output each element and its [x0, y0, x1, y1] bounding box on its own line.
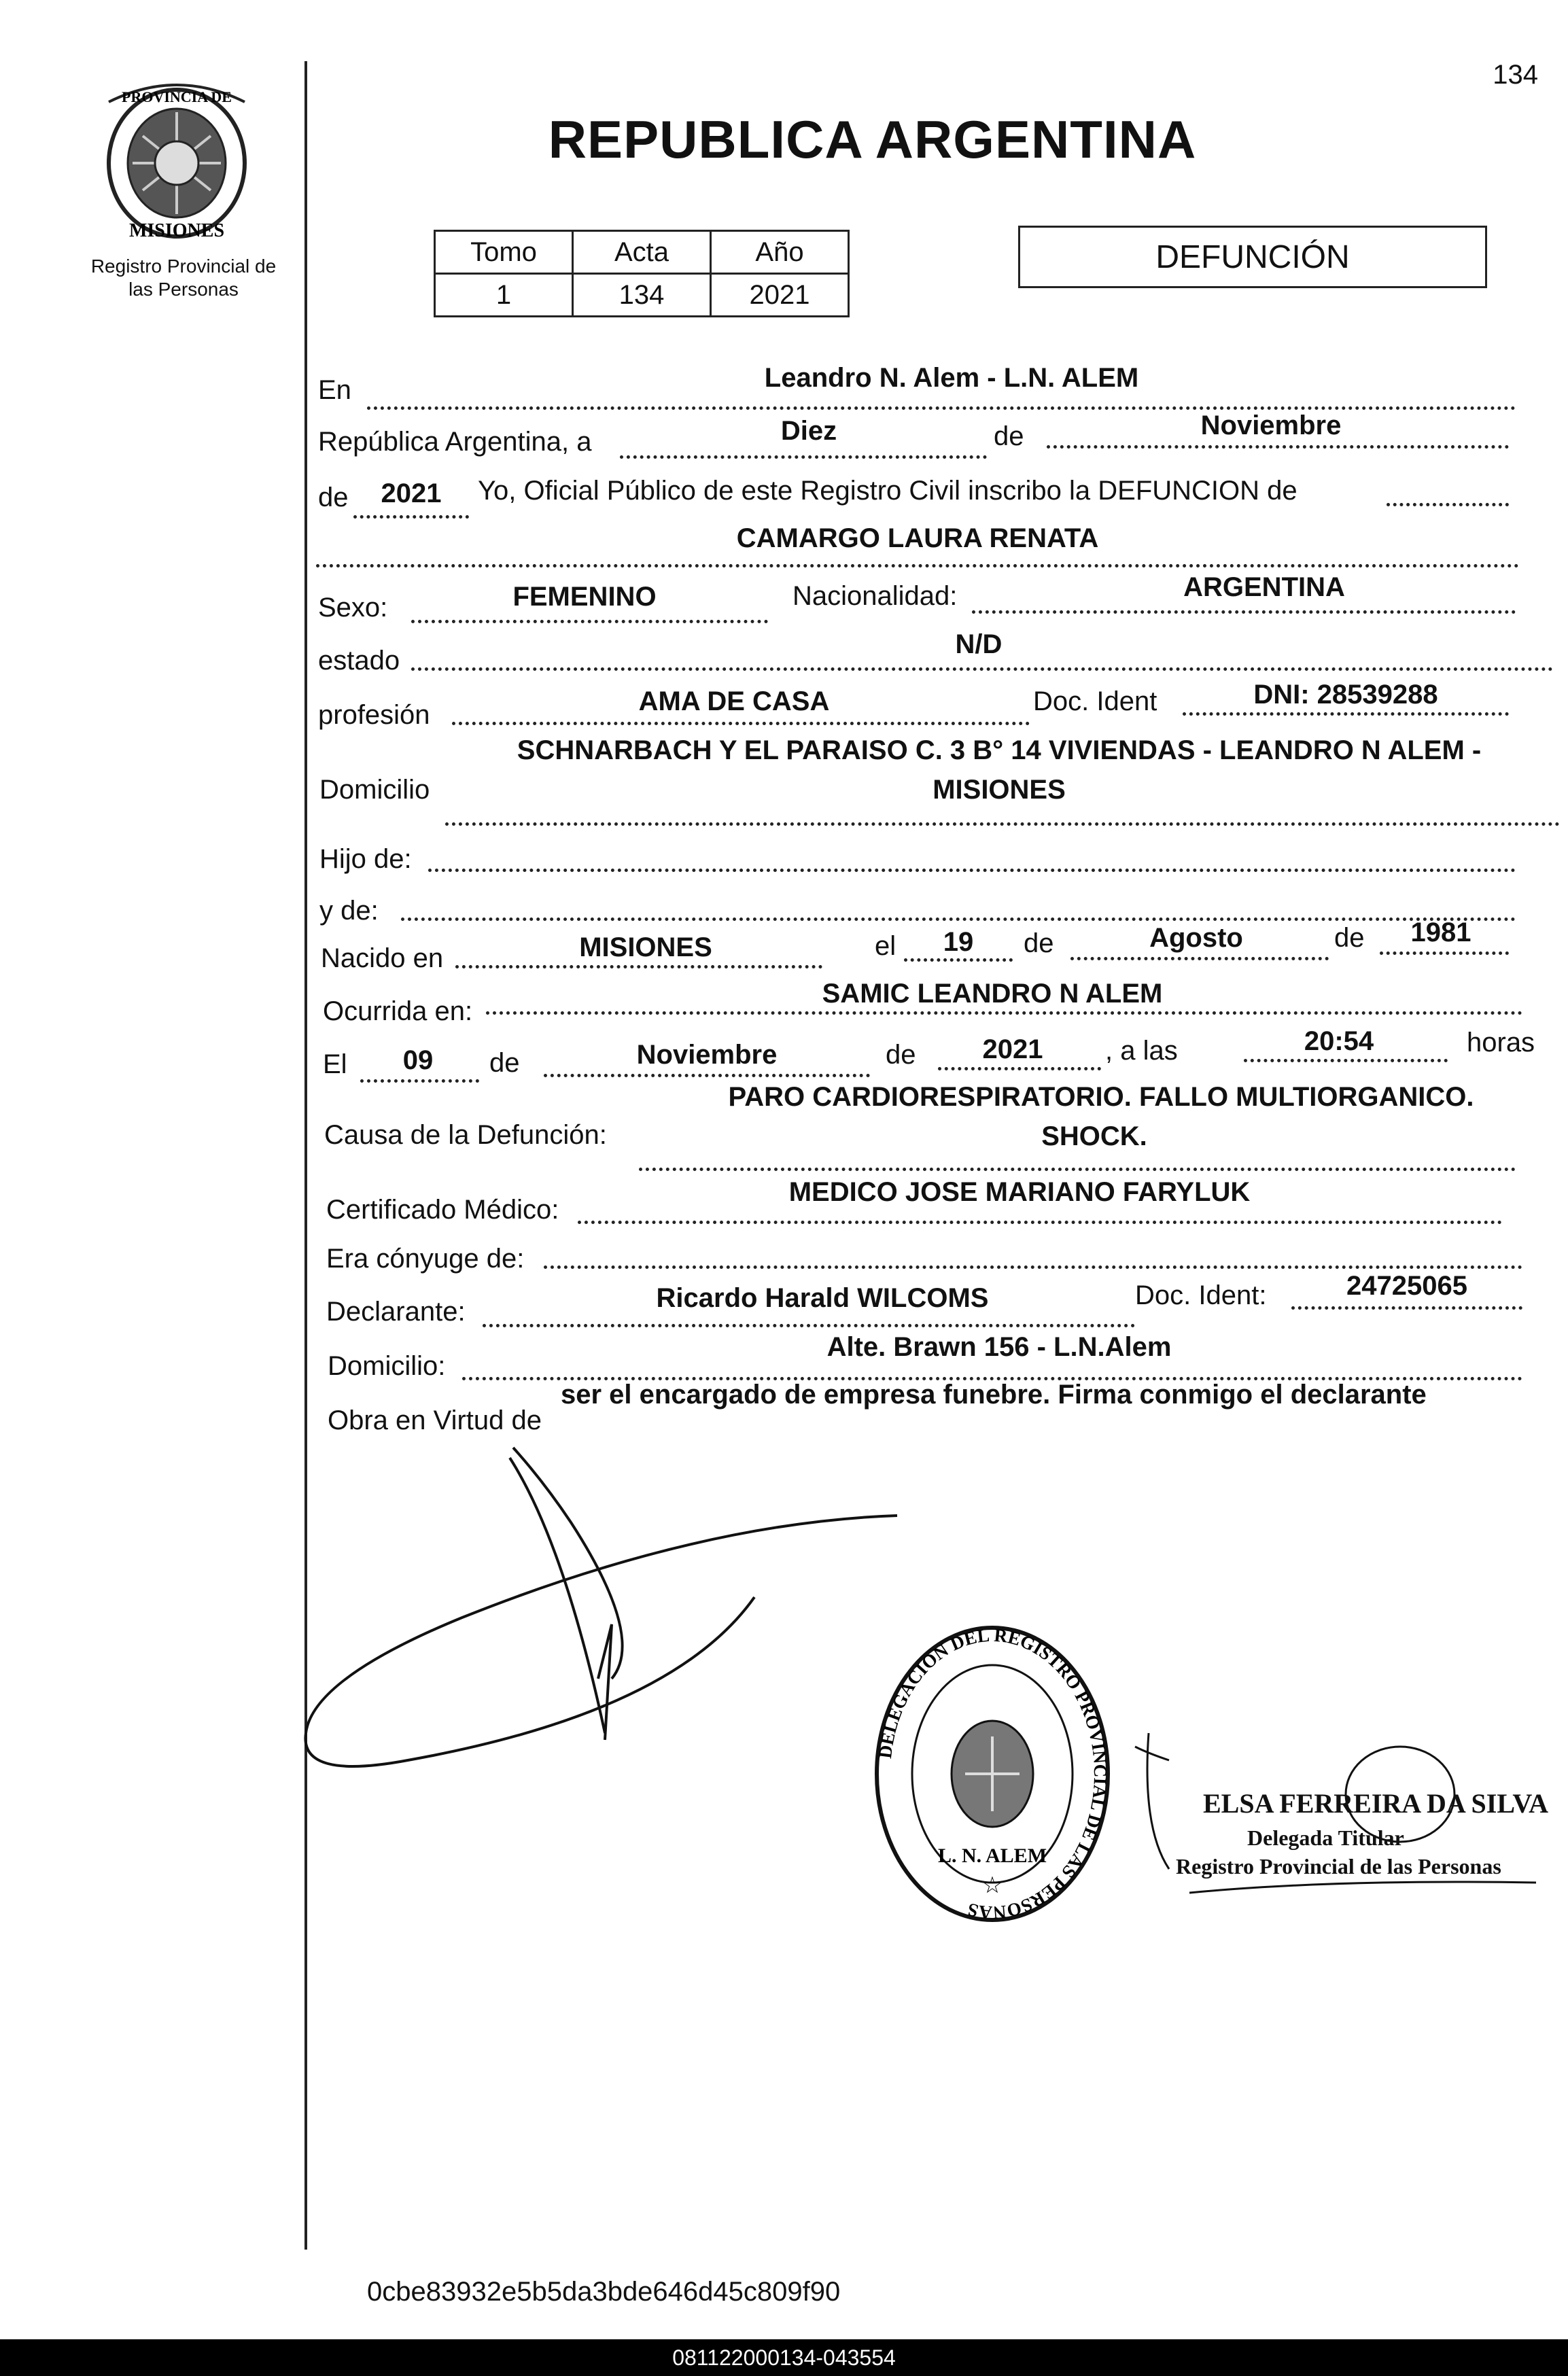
de-label-3: de	[1024, 928, 1054, 958]
y-de-label: y de:	[319, 896, 379, 926]
el-label: el	[875, 931, 896, 961]
delegate-role: Delegada Titular	[1247, 1825, 1404, 1850]
declarante-value: Ricardo Harald WILCOMS	[656, 1283, 989, 1313]
dotted-line	[544, 1265, 1522, 1269]
republica-label: República Argentina, a	[318, 427, 592, 457]
dotted-line	[1291, 1306, 1522, 1310]
nacionalidad-label: Nacionalidad:	[792, 581, 958, 611]
ocurrida-en-label: Ocurrida en:	[323, 996, 473, 1026]
dotted-line	[401, 918, 1516, 921]
dotted-line	[1380, 951, 1509, 955]
doc-ident-value: DNI: 28539288	[1253, 680, 1438, 710]
estado-value: N/D	[955, 629, 1003, 659]
dotted-line	[367, 406, 1516, 410]
dotted-line	[639, 1168, 1516, 1171]
registry-label-line2: las Personas	[128, 279, 239, 300]
deceased-name-value: CAMARGO LAURA RENATA	[736, 523, 1099, 553]
dotted-line	[578, 1221, 1502, 1224]
dotted-line	[455, 965, 822, 968]
seal-text-top: PROVINCIA DE	[122, 88, 232, 105]
nacido-en-label: Nacido en	[321, 943, 444, 973]
domicilio-value-line1: SCHNARBACH Y EL PARAISO C. 3 B° 14 VIVIENDAS - LEANDRO N ALEM -	[517, 735, 1482, 765]
dotted-line	[938, 1067, 1101, 1070]
death-day-value: 09	[402, 1045, 434, 1075]
certificado-medico-label: Certificado Médico:	[326, 1195, 559, 1225]
year-value: 2021	[381, 478, 442, 508]
de-label: de	[994, 421, 1024, 451]
el-label-2: El	[323, 1049, 347, 1079]
causa-label: Causa de la Defunción:	[324, 1120, 607, 1150]
dotted-line	[1070, 957, 1329, 960]
birth-year-value: 1981	[1410, 918, 1471, 947]
dotted-line	[411, 667, 1553, 671]
conyuge-label: Era cónyuge de:	[326, 1244, 525, 1274]
delegate-name: ELSA FERREIRA DA SILVA	[1203, 1788, 1548, 1819]
value-acta: 134	[573, 274, 711, 317]
dotted-line	[1387, 503, 1509, 506]
page-title: REPUBLICA ARGENTINA	[548, 109, 1197, 169]
dotted-line	[360, 1079, 479, 1083]
doc-ident-value-2: 24725065	[1346, 1271, 1467, 1301]
declarante-label: Declarante:	[326, 1297, 466, 1327]
dotted-line	[486, 1011, 1522, 1015]
sexo-value: FEMENINO	[512, 582, 657, 612]
stamp-ring-text: DELEGACION DEL REGISTRO PROVINCIAL DE LAS PERSONAS	[874, 1624, 1111, 1923]
certificado-medico-value: MEDICO JOSE MARIANO FARYLUK	[788, 1177, 1251, 1207]
estado-label: estado	[318, 646, 400, 676]
header-acta: Acta	[573, 231, 711, 274]
page-number: 134	[1493, 60, 1538, 90]
seal-text-bottom: MISIONES	[128, 220, 225, 241]
domicilio-value-2: Alte. Brawn 156 - L.N.Alem	[826, 1332, 1172, 1362]
de-label-4: de	[1334, 923, 1365, 953]
domicilio-value-line2: MISIONES	[933, 775, 1066, 805]
star-icon: ☆	[981, 1872, 1003, 1899]
nacionalidad-value: ARGENTINA	[1183, 572, 1345, 602]
de-label-2: de	[318, 483, 349, 512]
de-label-6: de	[886, 1040, 916, 1070]
record-table	[434, 230, 850, 317]
sexo-label: Sexo:	[318, 593, 388, 623]
domicilio-label-2: Domicilio:	[328, 1351, 446, 1381]
doc-ident-label-2: Doc. Ident:	[1135, 1280, 1267, 1310]
en-value: Leandro N. Alem - L.N. ALEM	[764, 363, 1139, 393]
dotted-line	[452, 722, 1030, 725]
margin-rule	[304, 61, 307, 2250]
dotted-line	[1244, 1059, 1448, 1062]
dotted-line	[353, 515, 469, 519]
dotted-line	[445, 822, 1560, 826]
profesion-value: AMA DE CASA	[638, 686, 830, 716]
dotted-line	[620, 455, 987, 459]
a-las-label: , a las	[1105, 1036, 1178, 1066]
hijo-de-label: Hijo de:	[319, 844, 412, 874]
birth-day-value: 19	[943, 927, 974, 957]
dotted-line	[428, 869, 1516, 872]
registry-label-line1: Registro Provincial de	[90, 256, 277, 277]
header-ano: Año	[711, 231, 849, 274]
day-value: Diez	[780, 416, 837, 446]
signature-icon	[292, 1420, 918, 1808]
en-label: En	[318, 375, 351, 405]
causa-value-line2: SHOCK.	[1041, 1121, 1147, 1151]
dotted-line	[316, 564, 1519, 567]
dotted-line	[904, 958, 1013, 962]
dotted-line	[544, 1074, 870, 1077]
stamp-center-text: L. N. ALEM	[937, 1845, 1047, 1867]
value-tomo: 1	[435, 274, 573, 317]
registry-stamp-icon	[870, 1621, 1115, 1927]
horas-label: horas	[1467, 1028, 1535, 1058]
record-type-box: DEFUNCIÓN	[1018, 226, 1487, 288]
dotted-line	[483, 1324, 1135, 1327]
death-year-value: 2021	[982, 1034, 1043, 1064]
profesion-label: profesión	[318, 700, 430, 730]
dotted-line	[1183, 712, 1509, 716]
nacido-en-value: MISIONES	[579, 932, 712, 962]
domicilio-label: Domicilio	[319, 775, 430, 805]
dotted-line	[411, 620, 768, 623]
dotted-line	[1047, 445, 1509, 449]
document-hash: 0cbe83932e5b5da3bde646d45c809f90	[367, 2277, 841, 2307]
de-label-5: de	[489, 1048, 520, 1078]
value-ano: 2021	[711, 274, 849, 317]
obra-value: ser el encargado de empresa funebre. Firma conmigo el declarante	[561, 1380, 1427, 1410]
ocurrida-en-value: SAMIC LEANDRO N ALEM	[822, 979, 1163, 1009]
birth-month-value: Agosto	[1149, 923, 1243, 953]
obra-label: Obra en Virtud de	[328, 1405, 542, 1435]
oficial-text: Yo, Oficial Público de este Registro Civil inscribo la DEFUNCION de	[478, 476, 1297, 506]
dotted-line	[972, 610, 1516, 614]
delegate-org: Registro Provincial de las Personas	[1176, 1854, 1501, 1879]
delegate-signature-block	[1128, 1726, 1550, 1903]
doc-ident-label: Doc. Ident	[1033, 686, 1157, 716]
death-time-value: 20:54	[1304, 1026, 1374, 1056]
header-tomo: Tomo	[435, 231, 573, 274]
causa-value-line1: PARO CARDIORESPIRATORIO. FALLO MULTIORGANICO.	[728, 1082, 1474, 1112]
death-month-value: Noviembre	[636, 1040, 778, 1070]
footer-id-bar: 081122000134-043554	[0, 2339, 1568, 2376]
month-value: Noviembre	[1200, 410, 1342, 440]
